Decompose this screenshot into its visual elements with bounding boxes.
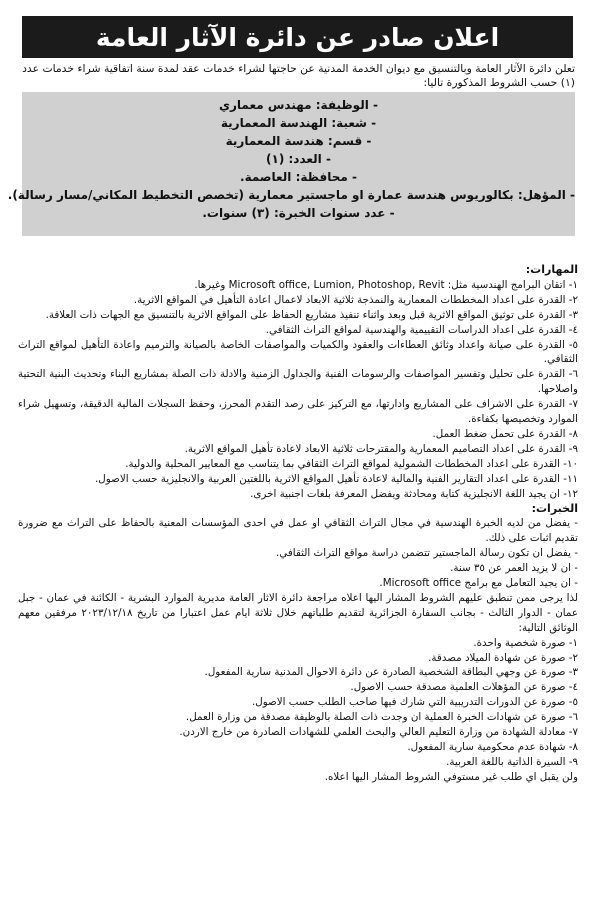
job-details-box [7, 92, 575, 236]
document-item: ٩- السيرة الذاتية باللغة العربية. [446, 755, 578, 768]
skill-item: ٥- القدرة على صيانة واعداد وثائق العطاءات والعقود والكميات والمواصفات الخاصة بالصيانة والترميم واعادة التأهيل لمواقع التراث الثقافي. [18, 338, 578, 366]
intro-paragraph: تعلن دائرة الآثار العامة وبالتنسيق مع ديوان الخدمة المدنية عن حاجتها لشراء خدمات عقد لمدة سنة اتفاقية شراء خدمات عدد (١) حسب الشروط المذكورة تاليا: [22, 62, 575, 89]
division-line: - شعبة: الهندسة المعمارية [220, 116, 377, 130]
document-item: ٣- صورة عن وجهي البطاقة الشخصية الصادرة عن دائرة الاحوال المدنية سارية المفعول. [204, 666, 578, 679]
document-item: ٥- صورة عن الدورات التدريبية التي شارك فيها صاحب الطلب حسب الاصول. [251, 696, 578, 709]
experience-item: - يفضل من لديه الخبرة الهندسية في مجال التراث الثقافي او عمل في احدى المؤسسات المعنية بالحفاظ على التراث مع ضرورة تقديم اثبات على ذلك. [18, 517, 578, 545]
experience-years-line: - عدد سنوات الخبرة: (٣) سنوات. [202, 206, 395, 220]
announcement-body [18, 263, 578, 785]
announcement-title: اعلان صادر عن دائرة الآثار العامة [22, 16, 573, 58]
department-line: - قسم: هندسة المعمارية [225, 134, 372, 148]
experience-heading: الخبرات: [531, 501, 578, 515]
skill-item: ٩- القدرة على اعداد التصاميم المعمارية والمقترحات ثلاثية الابعاد لاعادة تأهيل المواقع الاثرية. [184, 442, 578, 455]
skill-item: ٤- القدرة على اعداد الدراسات التقييمية والهندسية لمواقع التراث الثقافي. [265, 323, 578, 336]
skill-item: ٦- القدرة على تحليل وتفسير المواصفات والرسومات الفنية والجداول الزمنية والادلة ذات الصلة بمشاريع البناء وتحديث البنية التحتية واصلاحها. [18, 368, 578, 396]
job-title-line: - الوظيفة: مهندس معماري [219, 98, 378, 112]
document-item: ٦- صورة عن شهادات الخبرة العملية ان وجدت ذات الصلة بالوظيفة مصدقة من وزارة العمل. [185, 711, 578, 724]
skill-item: ١١- القدرة على اعداد التقارير الفنية والمالية لاعادة تأهيل المواقع الاثرية باللغتين العربية والانجليزية حسب الاصول. [95, 472, 578, 485]
skill-item: ٢- القدرة على اعداد المخططات المعمارية والنمذجة ثلاثية الابعاد لاعمال اعادة التأهيل في المواقع الاثرية. [133, 293, 578, 306]
document-item: ٢- صورة عن شهادة الميلاد مصدقة. [428, 651, 578, 664]
experience-item: - يفضل ان تكون رسالة الماجستير تتضمن دراسة مواقع التراث الثقافي. [276, 547, 578, 560]
skill-item: ٣- القدرة على توثيق المواقع الاثرية قبل وبعد واثناء تنفيذ مشاريع الحفاظ على المواقع الاثرية بالتنسيق مع الجهات ذات العلاقة. [45, 308, 578, 321]
skills-heading: المهارات: [525, 263, 578, 276]
document-item: ٤- صورة عن المؤهلات العلمية مصدقة حسب الاصول. [350, 681, 578, 694]
skill-item: ١٢- ان يجيد اللغة الانجليزية كتابة ومحادثة ويفضل المعرفة بلغات اجنبية اخرى. [250, 487, 578, 500]
document-item: ٨- شهادة عدم محكومية سارية المفعول. [407, 741, 578, 753]
document-item: ١- صورة شخصية واحدة. [473, 636, 578, 649]
application-note: لذا يرجى ممن تنطبق عليهم الشروط المشار اليها اعلاه مراجعة دائرة الاثار العامة مديرية الموارد البشرية - الكائنة في عمان - جبل عمان - الدوار الثالث - بجانب السفارة الجزائرية لتقديم طلباتهم خلال ثلاثة ايام عمل اعتبارا من تاريخ ٢٠٢٣/١٢/١٨ مرفقين معهم الوثائق التالية: [18, 591, 579, 634]
qualification-line: - المؤهل: بكالوريوس هندسة عمارة او ماجستير معمارية (تخصص التخطيط المكاني/مسار رسالة). [7, 188, 575, 202]
skill-item: ٧- القدرة على الاشراف على المشاريع وادارتها، مع التركيز على رصد التقدم المحرز، وحفظ السجلات المالية الدقيقة، وتسهيل شراء الموارد وتخصيصها بكفاءة. [18, 398, 578, 426]
count-line: - العدد: (١) [266, 152, 331, 166]
closing-note: ولن يقبل اي طلب غير مستوفي الشروط المشار اليها اعلاه. [324, 770, 578, 783]
governorate-line: - محافظة: العاصمة. [240, 170, 357, 184]
experience-item: - ان يجيد التعامل مع برامج Microsoft office. [379, 577, 578, 590]
skill-item: ١٠- القدرة على اعداد المخططات الشمولية لمواقع التراث الثقافي بما يتناسب مع المعايير المحلية والدولية. [125, 457, 578, 470]
document-item: ٧- معادلة الشهادة من وزارة التعليم العالي والبحث العلمي للشهادات الصادرة من خارج الاردن. [179, 726, 578, 739]
skill-item: ١- اتقان البرامج الهندسية مثل: Microsoft office, Lumion, Photoshop, Revit وغيرها. [194, 278, 578, 291]
experience-item: - ان لا يزيد العمر عن ٣٥ سنة. [450, 562, 578, 575]
skill-item: ٨- القدرة على تحمل ضغط العمل. [432, 427, 578, 440]
